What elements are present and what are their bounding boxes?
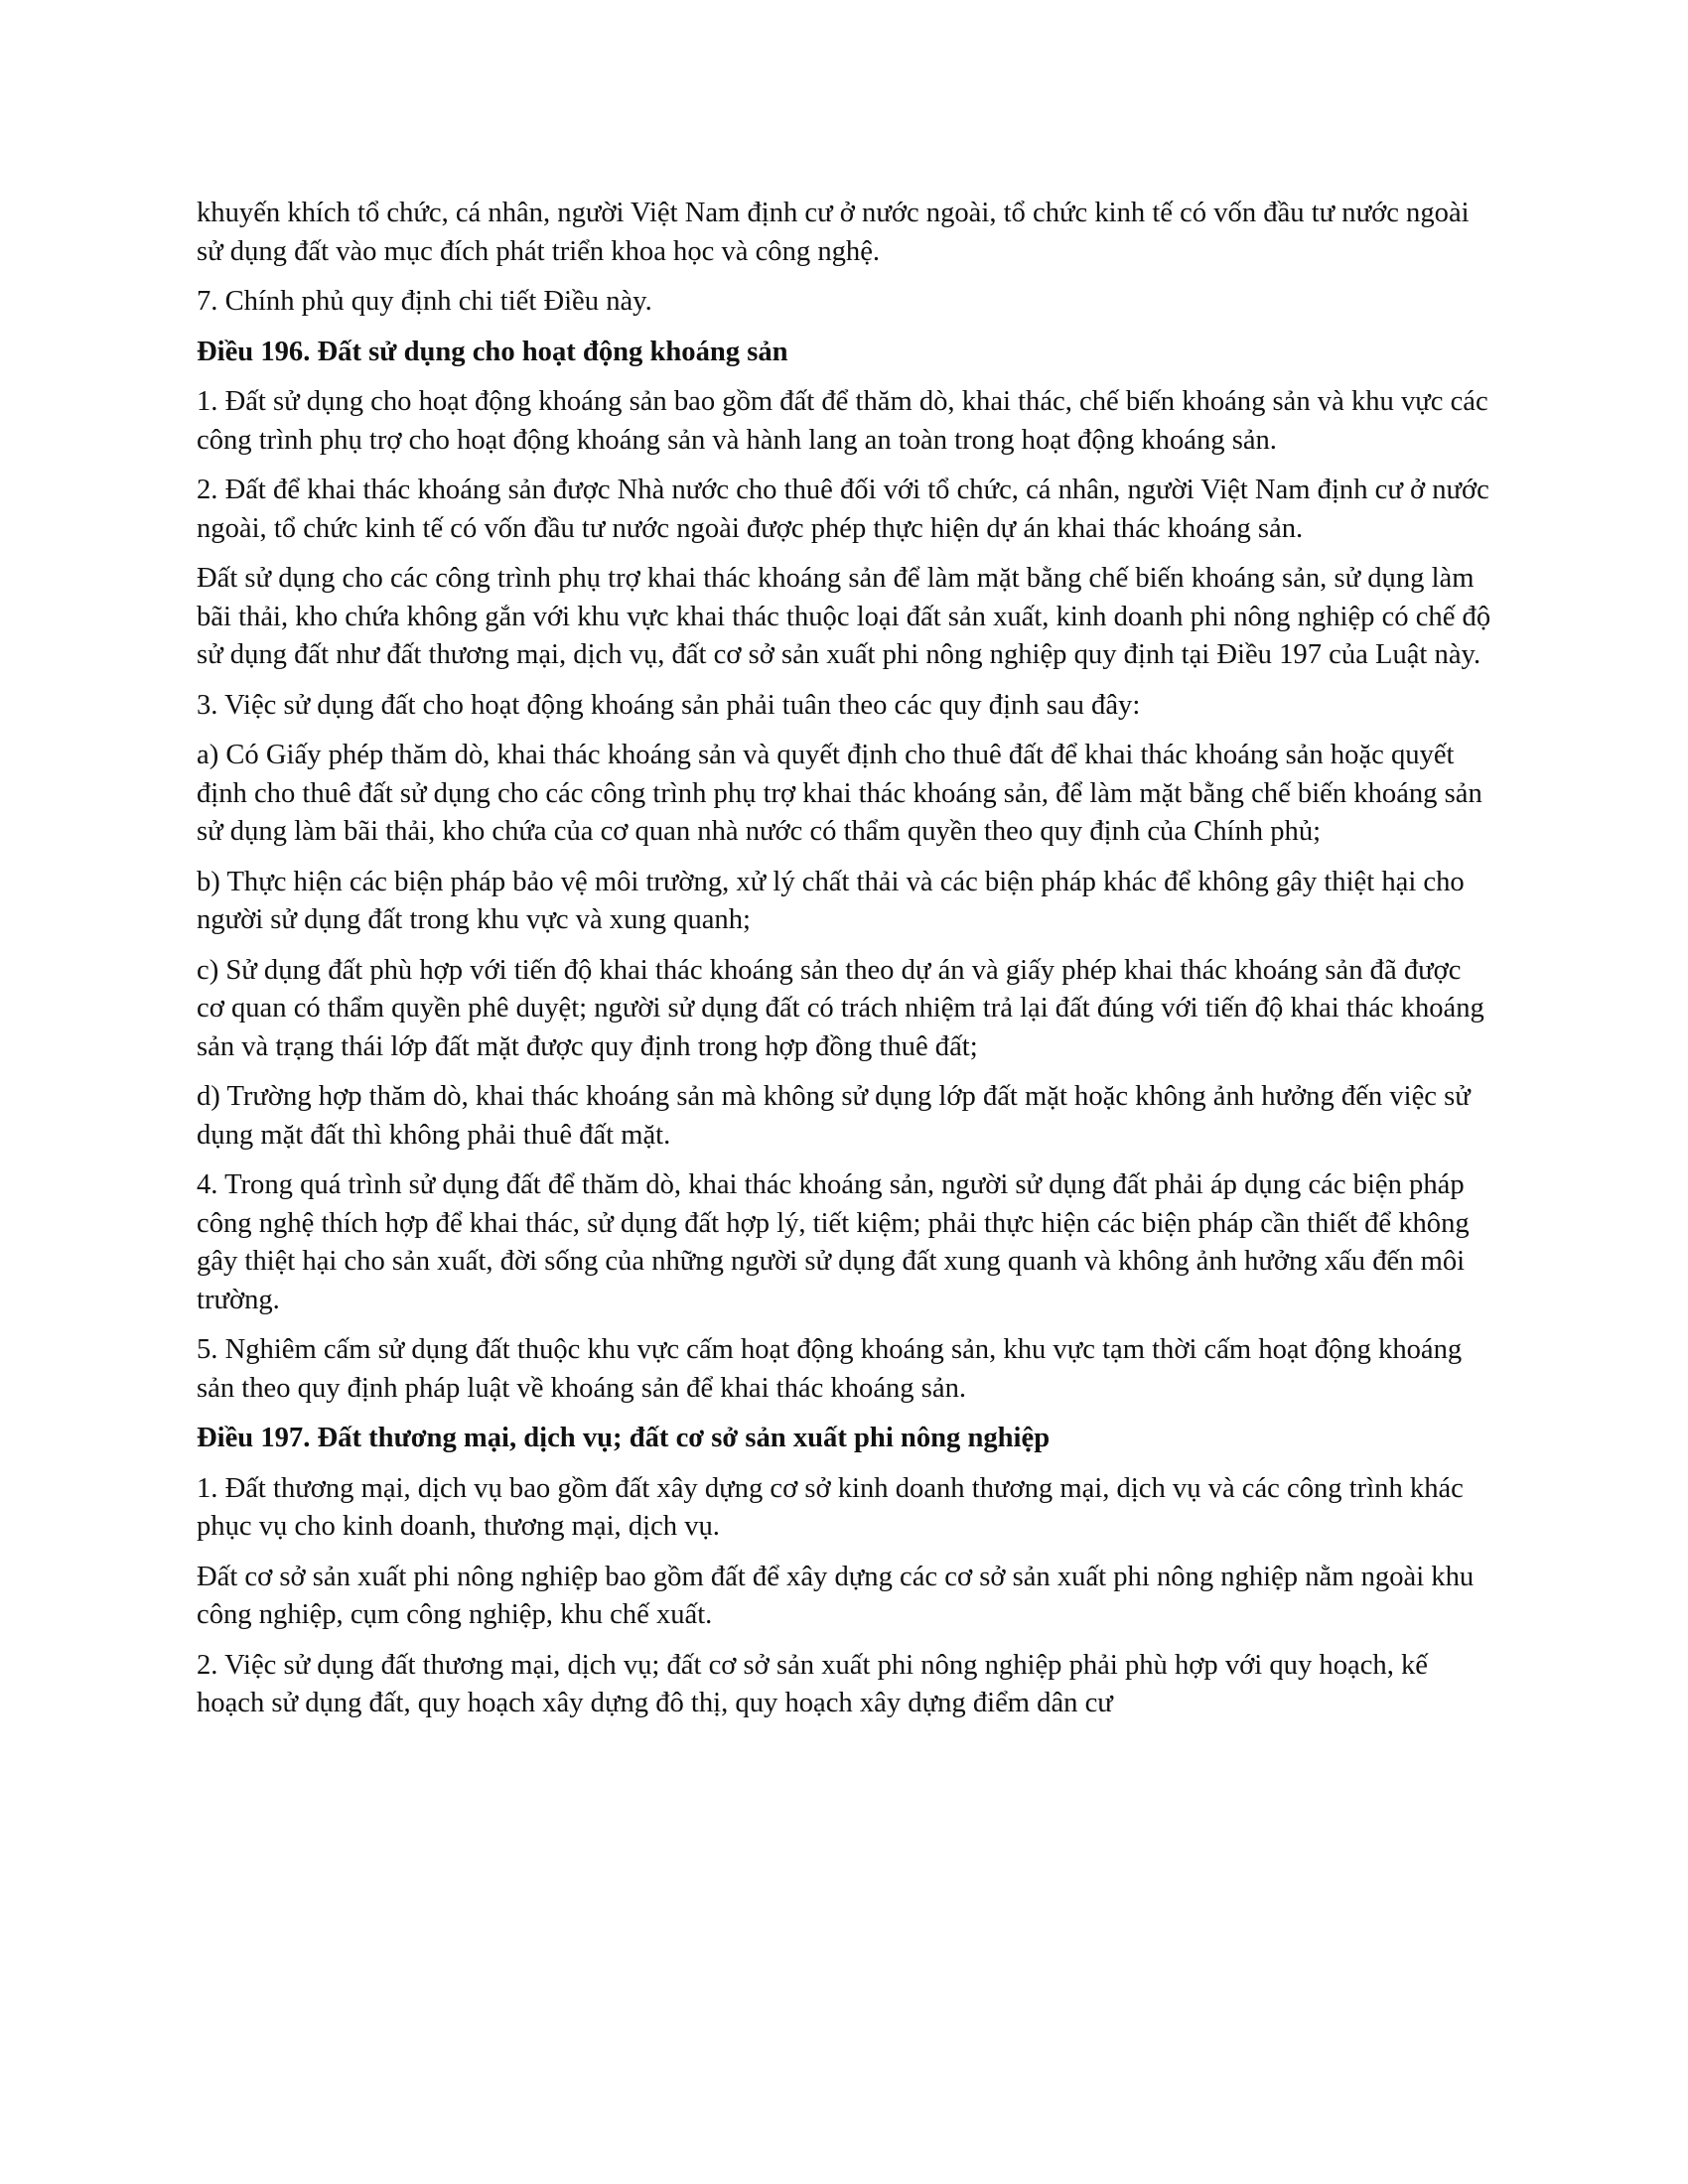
paragraph-clause-7: 7. Chính phủ quy định chi tiết Điều này. [197, 286, 652, 317]
article-197-clause-1-paragraph: Đất cơ sở sản xuất phi nông nghiệp bao gồm đất để xây dựng các cơ sở sản xuất phi nông nghiệp nằm ngoài khu công nghiệp, cụm công nghiệp, khu chế xuất. [197, 1561, 1475, 1630]
article-196-clause-1: 1. Đất sử dụng cho hoạt động khoáng sản bao gồm đất để thăm dò, khai thác, chế biến khoáng sản và khu vực các công trình phụ trợ cho hoạt động khoáng sản và hành lang an toàn trong hoạt động khoáng sản. [197, 386, 1488, 456]
article-196-clause-3-point-a: a) Có Giấy phép thăm dò, khai thác khoáng sản và quyết định cho thuê đất để khai thác khoáng sản hoặc quyết định cho thuê đất sử dụng cho các công trình phụ trợ khai thác khoáng sản, để làm mặt bằng chế biến khoáng sản sử dụng làm bãi thải, kho chứa của cơ quan nhà nước có thẩm quyền theo quy định của Chính phủ; [197, 740, 1482, 847]
article-196-clause-2-paragraph: Đất sử dụng cho các công trình phụ trợ khai thác khoáng sản để làm mặt bằng chế biến khoáng sản, sử dụng làm bãi thải, kho chứa không gắn với khu vực khai thác thuộc loại đất sản xuất, kinh doanh phi nông nghiệp có chế độ sử dụng đất như đất thương mại, dịch vụ, đất cơ sở sản xuất phi nông nghiệp quy định tại Điều 197 của Luật này. [197, 563, 1491, 670]
article-196-heading: Điều 196. Đất sử dụng cho hoạt động khoáng sản [197, 336, 788, 367]
article-196-clause-3-point-d: d) Trường hợp thăm dò, khai thác khoáng sản mà không sử dụng lớp đất mặt hoặc không ảnh hưởng đến việc sử dụng mặt đất thì không phải thuê đất mặt. [197, 1081, 1471, 1151]
article-196-clause-4: 4. Trong quá trình sử dụng đất để thăm dò, khai thác khoáng sản, người sử dụng đất phải áp dụng các biện pháp công nghệ thích hợp để khai thác, sử dụng đất hợp lý, tiết kiệm; phải thực hiện các biện pháp cần thiết để không gây thiệt hại cho sản xuất, đời sống của những người sử dụng đất xung quanh và không ảnh hưởng xấu đến môi trường. [197, 1169, 1470, 1315]
paragraph-continuation: khuyến khích tổ chức, cá nhân, người Việt Nam định cư ở nước ngoài, tổ chức kinh tế có vốn đầu tư nước ngoài sử dụng đất vào mục đích phát triển khoa học và công nghệ. [197, 198, 1470, 267]
article-196-clause-3: 3. Việc sử dụng đất cho hoạt động khoáng sản phải tuân theo các quy định sau đây: [197, 689, 1141, 721]
article-196-clause-3-point-b: b) Thực hiện các biện pháp bảo vệ môi trường, xử lý chất thải và các biện pháp khác để không gây thiệt hại cho người sử dụng đất trong khu vực và xung quanh; [197, 866, 1465, 935]
document-page [197, 195, 1495, 1735]
article-196-clause-2: 2. Đất để khai thác khoáng sản được Nhà nước cho thuê đối với tổ chức, cá nhân, người Việt Nam định cư ở nước ngoài, tổ chức kinh tế có vốn đầu tư nước ngoài được phép thực hiện dự án khai thác khoáng sản. [197, 475, 1489, 544]
article-196-clause-5: 5. Nghiêm cấm sử dụng đất thuộc khu vực cấm hoạt động khoáng sản, khu vực tạm thời cấm hoạt động khoáng sản theo quy định pháp luật về khoáng sản để khai thác khoáng sản. [197, 1334, 1463, 1404]
article-196-clause-3-point-c: c) Sử dụng đất phù hợp với tiến độ khai thác khoáng sản theo dự án và giấy phép khai thác khoáng sản đã được cơ quan có thẩm quyền phê duyệt; người sử dụng đất có trách nhiệm trả lại đất đúng với tiến độ khai thác khoáng sản và trạng thái lớp đất mặt được quy định trong hợp đồng thuê đất; [197, 954, 1484, 1062]
article-197-clause-2: 2. Việc sử dụng đất thương mại, dịch vụ; đất cơ sở sản xuất phi nông nghiệp phải phù hợp với quy hoạch, kế hoạch sử dụng đất, quy hoạch xây dựng đô thị, quy hoạch xây dựng điểm dân cư [197, 1649, 1428, 1718]
article-197-heading: Điều 197. Đất thương mại, dịch vụ; đất cơ sở sản xuất phi nông nghiệp [197, 1423, 1051, 1453]
article-197-clause-1: 1. Đất thương mại, dịch vụ bao gồm đất xây dựng cơ sở kinh doanh thương mại, dịch vụ và các công trình khác phục vụ cho kinh doanh, thương mại, dịch vụ. [197, 1472, 1464, 1542]
